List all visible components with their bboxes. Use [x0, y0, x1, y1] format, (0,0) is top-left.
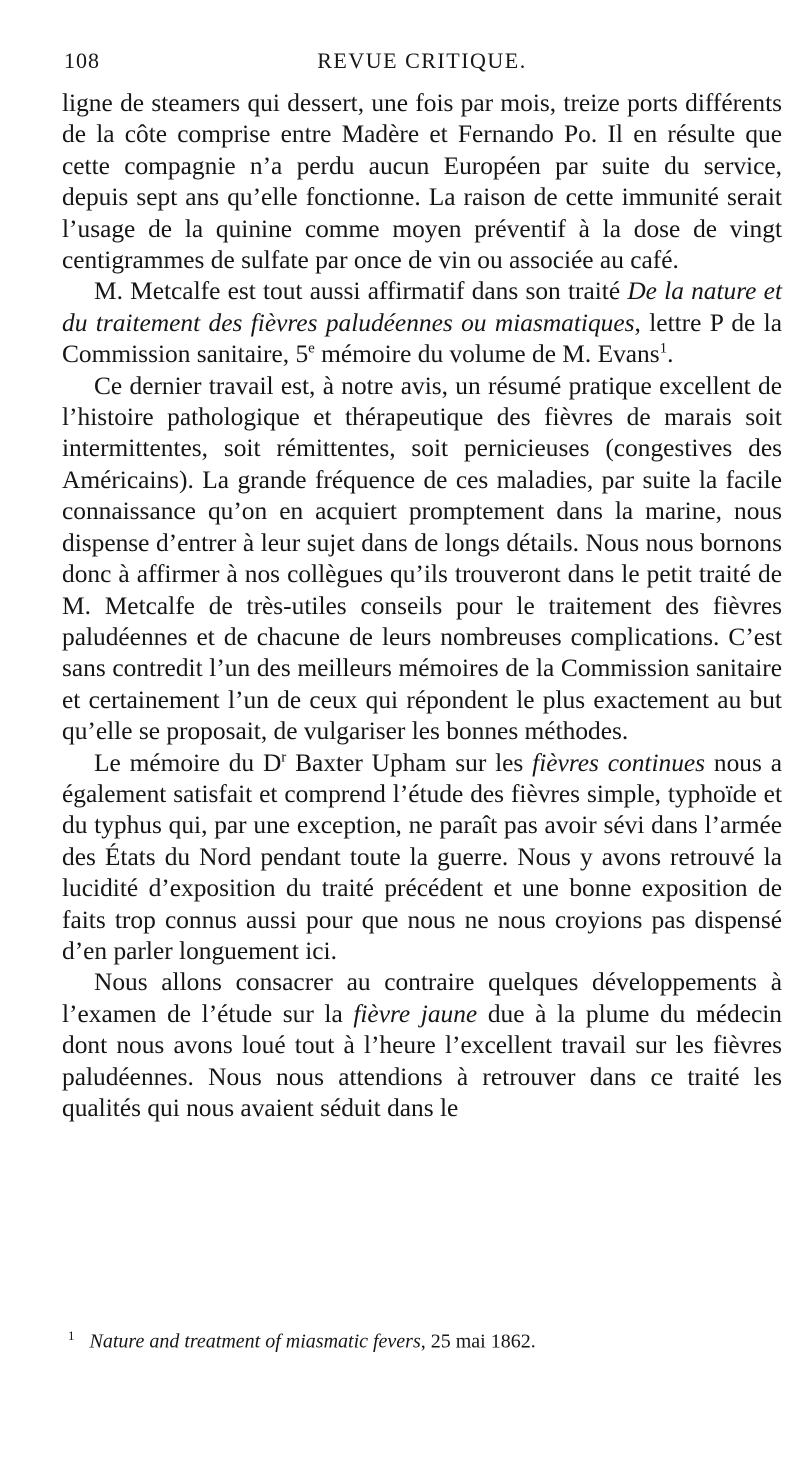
text-run: . — [667, 340, 674, 369]
text-run: Nous allons consacrer au contraire quelques développements à l’examen de l’étude sur la — [62, 968, 782, 1028]
text-run: Ce dernier travail est, à notre avis, un résumé pratique excellent de l’histoire pathologique et thérapeutique des fièvres de marais soit intermittentes, soit rémittentes, soit pernicieuses (congestives des Américains). La grande fréquence de ces maladies, par suite la facile connaissance qu’on en acquiert promptement dans la marine, nous dispense d’entrer à leur sujet dans de longs détails. Nous nous bornons donc à affirmer à nos collègues qu’ils trouveront dans le petit traité de M. Metcalfe de très-utiles conseils pour le traitement des fièvres paludéennes et de chacune de leurs nombreuses complications. C’est sans contredit l’un des meilleurs mémoires de la Commission sanitaire et certainement l’un de ceux qui répondent le plus exactement au but qu’elle se proposait, de vulgariser les bonnes méthodes. — [62, 371, 782, 746]
text-run: Baxter Upham sur les — [286, 748, 533, 777]
footnote — [68, 1324, 768, 1354]
paragraph-p2 — [62, 276, 782, 370]
text-run: due à la plume du médecin dont nous avons loué tout à l’heure l’excellent travail sur les fièvres paludéennes. Nous nous attendions à retrouver dans ce traité les qualités qui nous avaient séduit dans le — [62, 999, 782, 1122]
page-number: 108 — [64, 48, 100, 73]
text-run: , 25 mai 1862. — [420, 1330, 536, 1353]
text-run: nous a également satisfait et comprend l’étude des fièvres simple, typhoïde et du typhus qui, par une exception, ne paraît pas avoir sévi dans l’armée des États du Nord pendant toute la guerre. Nous y avons retrouvé la lucidité d’exposition du traité précédent et une bonne exposition de faits trop connus aussi pour que nous ne nous croyions pas dispensé d’en parler longuement ici. — [62, 748, 782, 965]
paragraph-p5 — [62, 967, 782, 1124]
text-run: M. Metcalfe est tout aussi affirmatif dans son traité — [94, 277, 628, 306]
superscript: r — [281, 749, 287, 766]
paragraph-p3 — [62, 371, 782, 748]
superscript: 1 — [659, 340, 668, 357]
book-page — [62, 48, 782, 1124]
footnote-mark: 1 — [68, 1328, 75, 1343]
running-title: REVUE CRITIQUE. — [317, 48, 527, 73]
body-text — [62, 88, 782, 1124]
italic-title: De la nature et du traitement des fièvres paludéennes ou miasmatiques — [62, 277, 782, 337]
text-run: Le mémoire du D — [94, 748, 282, 777]
paragraph-p4 — [62, 748, 782, 968]
running-head — [62, 48, 782, 82]
paragraph-p1 — [62, 88, 782, 276]
italic-title: fièvres continues — [532, 748, 706, 777]
text-run: , lettre P de la Commission sanitaire, 5 — [62, 308, 782, 369]
italic-title: Nature and treatment of miasmatic fevers — [89, 1330, 421, 1353]
text-run: mémoire du volume de M. Evans — [314, 340, 660, 369]
superscript: e — [308, 340, 315, 357]
italic-title: fièvre jaune — [353, 999, 478, 1028]
text-run: ligne de steamers qui dessert, une fois par mois, treize ports différents de la côte comprise entre Madère et Fernando Po. Il en résulte que cette compagnie n’a perdu aucun Européen par suite du service, depuis sept ans qu’elle fonctionne. La raison de cette immunité serait l’usage de la quinine comme moyen préventif à la dose de vingt centigrammes de sulfate par once de vin ou associée au café. — [62, 89, 782, 275]
